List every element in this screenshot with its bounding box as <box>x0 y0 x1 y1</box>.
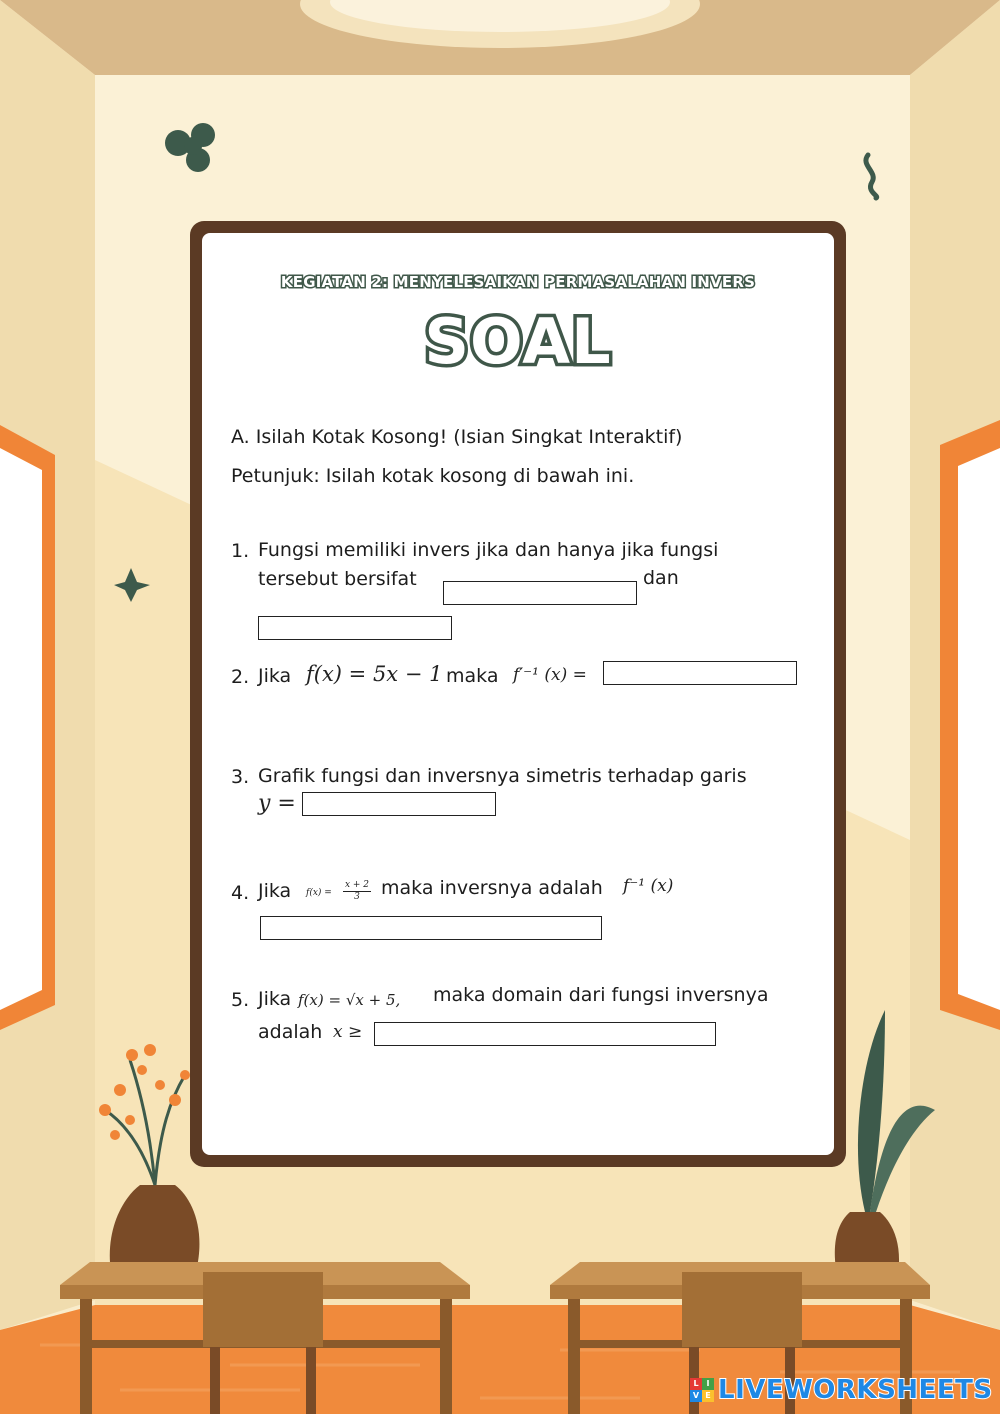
activity-subtitle: KEGIATAN 2: MENYELESAIKAN PERMASALAHAN INVERS <box>280 273 756 291</box>
question-number: 3. <box>231 766 250 788</box>
question-number: 5. <box>231 989 250 1011</box>
worksheet-panel <box>202 233 834 1155</box>
logo-text: LIVEWORKSHEETS <box>718 1375 993 1405</box>
answer-input-1a[interactable] <box>443 581 637 605</box>
math-expression: f(x) = √x + 5, <box>298 991 401 1009</box>
fraction-denominator: 3 <box>354 892 360 902</box>
liveworksheets-logo[interactable] <box>690 1374 993 1406</box>
answer-input-3[interactable] <box>302 792 496 816</box>
question-text: Jika <box>258 988 292 1010</box>
answer-input-2[interactable] <box>603 661 797 685</box>
answer-input-5[interactable] <box>374 1022 716 1046</box>
question-number: 2. <box>231 666 250 688</box>
fraction <box>343 880 371 903</box>
question-text: tersebut bersifat <box>258 568 417 590</box>
section-heading: A. Isilah Kotak Kosong! (Isian Singkat Interaktif) <box>231 426 683 448</box>
math-expression: x ≥ <box>333 1022 363 1042</box>
instruction-text: Petunjuk: Isilah kotak kosong di bawah ini. <box>231 465 635 487</box>
question-text: Grafik fungsi dan inversnya simetris terhadap garis <box>258 765 747 787</box>
fraction-numerator: x + 2 <box>344 880 370 890</box>
math-expression: f′⁻¹ (x) = <box>513 665 587 685</box>
logo-letter: E <box>702 1390 714 1402</box>
question-text: maka <box>446 665 499 687</box>
logo-letter: I <box>702 1378 714 1390</box>
question-text: adalah <box>258 1021 323 1043</box>
question-text: maka domain dari fungsi inversnya <box>433 984 769 1006</box>
page-title: SOAL <box>424 305 612 378</box>
math-expression: f(x) = <box>306 888 332 898</box>
question-number: 1. <box>231 540 250 562</box>
math-expression: f(x) = 5x − 1 <box>306 662 443 686</box>
answer-input-4[interactable] <box>260 916 602 940</box>
question-text: Jika <box>258 665 292 687</box>
question-text: Jika <box>258 880 292 902</box>
logo-letter: V <box>690 1390 702 1402</box>
logo-letter: L <box>690 1378 702 1390</box>
question-number: 4. <box>231 882 250 904</box>
math-expression: f⁻¹ (x) <box>623 876 674 896</box>
question-text: maka inversnya adalah <box>381 877 603 899</box>
logo-icon <box>690 1378 714 1402</box>
answer-input-1b[interactable] <box>258 616 452 640</box>
math-expression: y = <box>258 791 296 816</box>
question-text: dan <box>643 567 679 589</box>
worksheet-board <box>190 221 846 1167</box>
question-text: Fungsi memiliki invers jika dan hanya jika fungsi <box>258 539 719 561</box>
